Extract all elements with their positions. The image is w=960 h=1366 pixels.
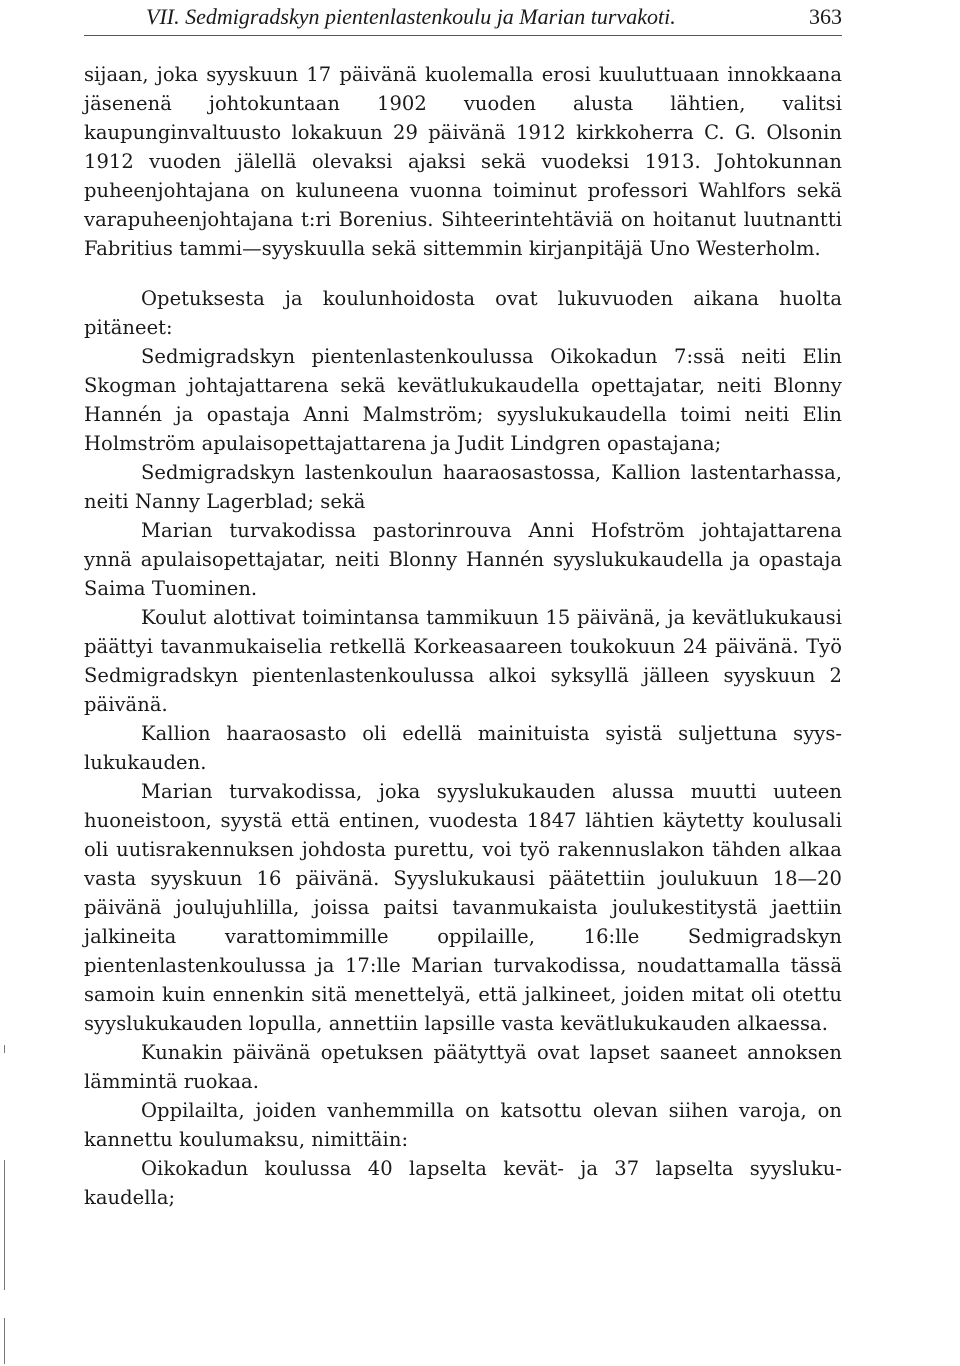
scan-margin-mark-lower (4, 1318, 5, 1364)
paragraph-kallio-closed: Kallion haaraosasto oli edellä mainituista syistä suljettuna syyslukukauden. (84, 722, 842, 774)
paragraph-elections: sijaan, joka syyskuun 17 päivänä kuolemalla erosi kuuluttuaan innokkaana jäsenenä johtokuntaan 1902 vuoden alusta lähtien, valitsi kaupunginvaltuusto lokakuun 29 päivänä 1912 kirkkoherra C. G. Olsonin 1912 vuoden jälellä olevaksi ajaksi sekä vuodeksi 1913. Johtokunnan puheenjohtajana on kuluneena vuonna toiminut professori Wahlfors sekä varapuheenjohtajana t:ri Borenius. Sihteerintehtäviä on hoitanut luutnantti Fabritius tammi—syyskuulla sekä sittemmin kirjanpitäjä Uno Westerholm. (84, 63, 842, 260)
paragraph-school-fee: Oppilailta, joiden vanhemmilla on katsottu olevan siihen varoja, on kannettu koulumaksu, nimittäin: (84, 1099, 842, 1151)
running-head (146, 4, 842, 30)
paragraph-warm-meal: Kunakin päivänä opetuksen päätyttyä ovat lapset saaneet annoksen lämmintä ruokaa. (84, 1041, 842, 1093)
paragraph-term-dates: Koulut alottivat toimintansa tammikuun 15 päivänä, ja kevätlukukausi päättyi tavanmukaiselia retkellä Korkeasaareen toukokuun 24 päivänä. Työ Sedmigradskyn pientenlastenkoulussa alkoi syksyllä jälleen syyskuun 2 päivänä. (84, 606, 842, 716)
body-text (84, 60, 842, 1212)
paragraph-teaching-intro: Opetuksesta ja koulunhoidosta ovat lukuvuoden aikana huolta pitäneet: (84, 287, 842, 339)
paragraph-marian-move: Marian turvakodissa, joka syyslukukauden alussa muutti uuteen huoneistoon, syystä että entinen, vuodesta 1847 lähtien käytetty koulusali oli uutisrakennuksen johdosta purettu, voi työ rakennuslakon tähden alkaa vasta syyskuun 16 päivänä. Syyslukukausi päätettiin joulukuun 18—20 päivänä joulujuhlilla, joissa paitsi tavanmukaista joulukestitystä jaettiin jalkineita varattomimmille oppilaille, 16:lle Sedmigradskyn pientenlastenkoulussa ja 17:lle Marian turvakodissa, noudattamalla tässä samoin kuin ennenkin sitä menettelyä, että jalkineet, joiden mitat oli otettu syyslukukauden lopulla, annettiin lapsille vasta kevätlukukauden alkaessa. (84, 780, 842, 1035)
paragraph-main-school-staff: Sedmigradskyn pientenlastenkoulussa Oikokadun 7:ssä neiti Elin Skogman johtajattarena sekä kevätlukukaudella opettajatar, neiti Blonny Hannén ja opastaja Anni Malmström; syyslukukaudella toimi neiti Elin Holmström apulaisopettajattarena ja Judit Lindgren opastajana; (84, 345, 842, 455)
paragraph-kallio-branch-staff: Sedmigradskyn lastenkoulun haaraosastossa, Kallion lastentarhassa, neiti Nanny Lagerblad; sekä (84, 461, 842, 513)
scan-margin-mark-middle (4, 1160, 5, 1290)
paragraph-oikokatu-fees: Oikokadun koulussa 40 lapselta kevät- ja 37 lapselta syyslukukaudella; (84, 1157, 842, 1209)
chapter-number: VII. (146, 4, 180, 29)
page-number: 363 (809, 4, 842, 29)
chapter-title: Sedmigradskyn pientenlastenkoulu ja Marian turvakoti. (185, 4, 676, 29)
scan-margin-mark-upper (4, 1045, 5, 1053)
paragraph-marian-turvakoti-staff: Marian turvakodissa pastorinrouva Anni Hofström johtajattarena ynnä apulaisopettajatar, neiti Blonny Hannén syyslukukaudella ja opastaja Saima Tuominen. (84, 519, 842, 600)
header-rule (84, 35, 842, 36)
